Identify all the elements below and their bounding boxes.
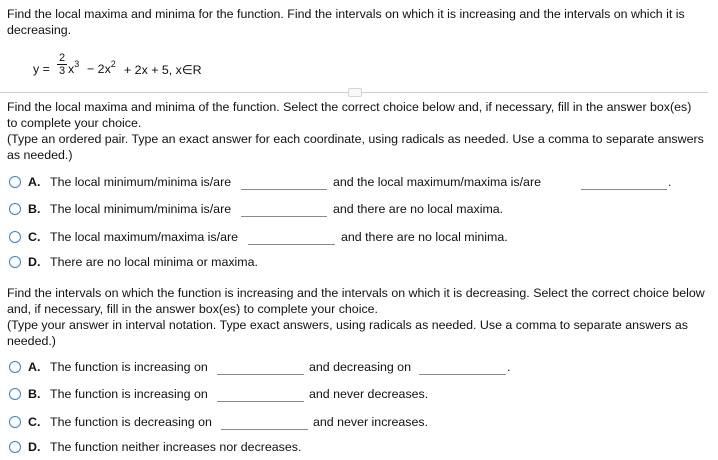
- answer-box[interactable]: [248, 244, 335, 245]
- answer-box[interactable]: [241, 216, 327, 217]
- radio-button[interactable]: [9, 231, 21, 243]
- answer-box-2[interactable]: [419, 374, 506, 375]
- option-letter: D.: [28, 255, 41, 269]
- fraction-numerator: 2: [58, 52, 66, 64]
- equation-var: x: [68, 62, 75, 76]
- option-text: The local minimum/minima is/are: [50, 175, 232, 189]
- radio-button[interactable]: [9, 416, 21, 428]
- option-text: The function is decreasing on: [50, 415, 212, 429]
- option-text-2: and decreasing on: [309, 360, 411, 374]
- radio-button[interactable]: [9, 176, 21, 188]
- part1-option-c[interactable]: [9, 230, 699, 248]
- part2-prompt: Find the intervals on which the function is increasing and the intervals on which it is decreasing. Select the correct choice below and, if necessary, fill in the answer box(es) to complete your choice.: [7, 286, 705, 317]
- option-text: There are no local minima or maxima.: [50, 255, 258, 269]
- part2-option-a[interactable]: [9, 360, 699, 378]
- part1-prompt: Find the local maxima and minima of the function. Select the correct choice below and, if necessary, fill in the answer box(es) to complete your choice.: [7, 100, 692, 131]
- part2-option-c[interactable]: [9, 415, 699, 433]
- equation-exp-2: 2: [110, 59, 116, 69]
- divider-handle[interactable]: [348, 88, 362, 97]
- option-letter: B.: [28, 387, 41, 401]
- option-letter: C.: [28, 415, 41, 429]
- answer-box[interactable]: [217, 401, 304, 402]
- option-letter: B.: [28, 202, 41, 216]
- option-letter: A.: [28, 175, 41, 189]
- option-text: The local maximum/maxima is/are: [50, 230, 238, 244]
- answer-box-1[interactable]: [241, 189, 327, 190]
- equation-fraction: [57, 52, 67, 77]
- equation-exp-1: 3: [74, 59, 80, 69]
- option-letter: C.: [28, 230, 41, 244]
- option-letter: A.: [28, 360, 41, 374]
- equation-lhs: y =: [33, 62, 50, 76]
- option-text: The function neither increases nor decreases.: [50, 440, 302, 454]
- option-letter: D.: [28, 440, 41, 454]
- radio-button[interactable]: [9, 361, 21, 373]
- option-end: .: [507, 360, 511, 374]
- equation-mid: − 2x: [87, 62, 111, 76]
- option-text-2: and the local maximum/maxima is/are: [333, 175, 541, 189]
- part1-option-b[interactable]: [9, 202, 699, 220]
- function-equation: [33, 50, 333, 86]
- problem-instruction: Find the local maxima and minima for the function. Find the intervals on which it is increasing and the intervals on which it is decreasing.: [7, 7, 685, 37]
- option-text: The function is increasing on: [50, 387, 208, 401]
- answer-box-1[interactable]: [217, 374, 304, 375]
- fraction-denominator: 3: [58, 65, 66, 77]
- radio-button[interactable]: [9, 388, 21, 400]
- radio-button[interactable]: [9, 441, 21, 453]
- equation-tail: + 2x + 5, x∈R: [124, 63, 202, 77]
- radio-button[interactable]: [9, 203, 21, 215]
- equation-term-2: [87, 59, 116, 76]
- part1-option-a[interactable]: [9, 175, 699, 193]
- answer-box-2[interactable]: [581, 189, 667, 190]
- equation-term-1: [68, 59, 80, 76]
- part2-option-b[interactable]: [9, 387, 699, 405]
- part2-option-d[interactable]: [9, 440, 699, 458]
- answer-box[interactable]: [221, 429, 308, 430]
- option-text-2: and never decreases.: [309, 387, 429, 401]
- option-end: .: [668, 175, 672, 189]
- option-text-2: and never increases.: [313, 415, 429, 429]
- option-text-2: and there are no local minima.: [341, 230, 508, 244]
- part1-note: (Type an ordered pair. Type an exact answer for each coordinate, using radicals as needed. Use a comma to separate answers as needed.): [7, 132, 704, 163]
- part2-note: (Type your answer in interval notation. Type exact answers, using radicals as needed. Use a comma to separate answers as needed.): [7, 318, 688, 349]
- option-text-2: and there are no local maxima.: [333, 202, 504, 216]
- option-text: The function is increasing on: [50, 360, 208, 374]
- option-text: The local minimum/minima is/are: [50, 202, 232, 216]
- part1-option-d[interactable]: [9, 255, 699, 273]
- radio-button[interactable]: [9, 256, 21, 268]
